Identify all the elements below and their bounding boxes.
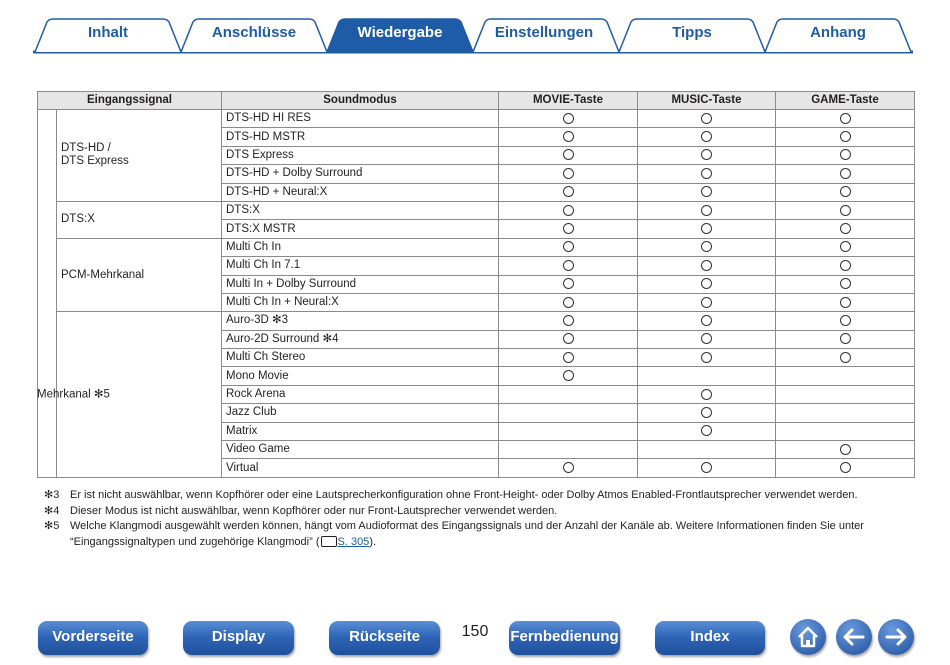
sound-mode-cell: Multi Ch In 7.1 [222,257,499,275]
sound-mode-cell: DTS:X [222,201,499,219]
group-label-cell: DTS:X [57,201,222,238]
music-cell [638,459,776,477]
header-game: GAME-Taste [776,92,915,110]
page-reference-icon [321,536,337,547]
sound-mode-cell: Multi In + Dolby Surround [222,275,499,293]
footnote-4 [44,504,904,520]
available-circle-icon [563,241,574,252]
tab-tipps[interactable]: Tipps [672,24,712,41]
available-circle-icon [701,260,712,271]
sound-mode-cell: DTS-HD MSTR [222,128,499,146]
game-cell [776,441,915,459]
footnote-mark: ✻3 [44,489,60,501]
header-movie: MOVIE-Taste [499,92,638,110]
available-circle-icon [840,352,851,363]
footnote-text: Dieser Modus ist nicht auswählbar, wenn Kopfhörer oder nur Front-Lautsprecher verwendet werden. [70,504,558,517]
sound-mode-cell: DTS-HD HI RES [222,110,499,128]
outer-group-cell [38,110,57,478]
movie-cell [499,330,638,348]
sound-mode-cell: Multi Ch In + Neural:X [222,293,499,311]
movie-cell [499,404,638,422]
available-circle-icon [701,315,712,326]
available-circle-icon [563,315,574,326]
movie-cell [499,257,638,275]
game-cell [776,385,915,403]
arrow-left-icon [836,619,872,655]
available-circle-icon [563,205,574,216]
available-circle-icon [840,297,851,308]
game-cell [776,349,915,367]
movie-cell [499,293,638,311]
movie-cell [499,128,638,146]
available-circle-icon [701,407,712,418]
available-circle-icon [563,131,574,142]
footnote-text [70,519,904,550]
table-row [38,110,915,128]
footnote-mark: ✻4 [44,504,60,517]
index-button[interactable]: Index [655,621,765,655]
available-circle-icon [840,205,851,216]
movie-cell [499,441,638,459]
available-circle-icon [701,168,712,179]
music-cell [638,275,776,293]
game-cell [776,128,915,146]
page-number: 150 [461,623,489,640]
available-circle-icon [701,149,712,160]
available-circle-icon [563,168,574,179]
table-row [38,238,915,256]
music-cell [638,441,776,459]
music-cell [638,367,776,385]
movie-cell [499,201,638,219]
header-music: MUSIC-Taste [638,92,776,110]
footnotes [44,488,904,550]
tab-bar [33,18,913,54]
available-circle-icon [701,333,712,344]
available-circle-icon [701,186,712,197]
sound-mode-cell: DTS:X MSTR [222,220,499,238]
available-circle-icon [701,352,712,363]
available-circle-icon [840,444,851,455]
game-cell [776,220,915,238]
rueckseite-button[interactable]: Rückseite [329,621,440,655]
fernbedienung-button[interactable]: Fernbedienung [509,621,620,655]
music-cell [638,110,776,128]
tab-inhalt[interactable]: Inhalt [88,24,128,41]
game-cell [776,165,915,183]
sound-mode-cell: Mono Movie [222,367,499,385]
group-label-cell: DTS-HD / DTS Express [57,110,222,202]
movie-cell [499,220,638,238]
available-circle-icon [840,260,851,271]
game-cell [776,146,915,164]
movie-cell [499,367,638,385]
available-circle-icon [563,186,574,197]
tab-anschluesse[interactable]: Anschlüsse [211,24,297,41]
music-cell [638,422,776,440]
available-circle-icon [840,186,851,197]
footnote-mark: ✻5 [44,520,60,532]
movie-cell [499,275,638,293]
game-cell [776,257,915,275]
header-eingangssignal: Eingangssignal [38,92,222,110]
available-circle-icon [701,389,712,400]
sound-mode-cell: Virtual [222,459,499,477]
available-circle-icon [701,205,712,216]
game-cell [776,404,915,422]
table-header-row [38,92,915,110]
music-cell [638,330,776,348]
footnote-3 [44,488,904,504]
music-cell [638,293,776,311]
available-circle-icon [563,113,574,124]
movie-cell [499,459,638,477]
available-circle-icon [563,462,574,473]
table-row [38,201,915,219]
sound-mode-cell: DTS Express [222,146,499,164]
game-cell [776,312,915,330]
sound-mode-cell: Jazz Club [222,404,499,422]
sound-mode-cell: DTS-HD + Neural:X [222,183,499,201]
available-circle-icon [840,223,851,234]
music-cell [638,201,776,219]
music-cell [638,385,776,403]
movie-cell [499,183,638,201]
movie-cell [499,349,638,367]
music-cell [638,128,776,146]
available-circle-icon [563,149,574,160]
available-circle-icon [840,149,851,160]
game-cell [776,183,915,201]
available-circle-icon [840,315,851,326]
available-circle-icon [563,223,574,234]
movie-cell [499,146,638,164]
available-circle-icon [701,241,712,252]
back-button[interactable] [836,619,872,655]
vorderseite-button[interactable]: Vorderseite [38,621,148,655]
page-reference-link[interactable]: S. 305 [337,535,370,548]
music-cell [638,349,776,367]
sound-mode-cell: Matrix [222,422,499,440]
available-circle-icon [701,113,712,124]
game-cell [776,201,915,219]
sound-mode-table [37,91,915,478]
music-cell [638,165,776,183]
available-circle-icon [840,241,851,252]
footnote-body: Welche Klangmodi ausgewählt werden können, hängt vom Audioformat des Eingangssignals und der Anzahl der Kanäle ab. Weitere Informationen finden Sie unter “Eingangssignaltypen und zugehörige Klangmodi” ( [70,520,864,548]
footnote-5 [44,519,904,550]
music-cell [638,146,776,164]
game-cell [776,238,915,256]
music-cell [638,220,776,238]
available-circle-icon [701,278,712,289]
movie-cell [499,110,638,128]
footnote-tail: ). [369,535,377,548]
available-circle-icon [563,333,574,344]
game-cell [776,110,915,128]
available-circle-icon [840,131,851,142]
available-circle-icon [563,370,574,381]
sound-mode-cell: Multi Ch Stereo [222,349,499,367]
game-cell [776,293,915,311]
header-soundmodus: Soundmodus [222,92,499,110]
available-circle-icon [840,278,851,289]
sound-mode-cell: Auro-2D Surround ✻4 [222,330,499,348]
available-circle-icon [840,462,851,473]
available-circle-icon [840,168,851,179]
music-cell [638,257,776,275]
tab-shapes [33,18,913,54]
music-cell [638,238,776,256]
home-button[interactable] [790,619,826,655]
game-cell [776,459,915,477]
music-cell [638,312,776,330]
tab-anhang[interactable]: Anhang [810,24,866,41]
sound-mode-cell: Multi Ch In [222,238,499,256]
footnote-text: Er ist nicht auswählbar, wenn Kopfhörer oder eine Lautsprecherkonfiguration ohne Front-Height- oder Dolby Atmos Enabled-Frontlautsprecher verwendet werden. [70,489,858,501]
available-circle-icon [563,352,574,363]
group-label-cell [37,312,222,478]
outer-group-label: Mehrkanal ✻5 [37,388,110,401]
movie-cell [499,312,638,330]
movie-cell [499,385,638,403]
sound-mode-cell: Rock Arena [222,385,499,403]
music-cell [638,404,776,422]
game-cell [776,422,915,440]
available-circle-icon [701,131,712,142]
tab-einstellungen[interactable]: Einstellungen [494,24,594,41]
music-cell [638,183,776,201]
available-circle-icon [701,425,712,436]
display-button[interactable]: Display [183,621,294,655]
home-icon [790,619,826,655]
sound-mode-cell: Auro-3D ✻3 [222,312,499,330]
movie-cell [499,238,638,256]
game-cell [776,330,915,348]
game-cell [776,367,915,385]
sound-mode-cell: DTS-HD + Dolby Surround [222,165,499,183]
available-circle-icon [701,462,712,473]
forward-button[interactable] [878,619,914,655]
game-cell [776,275,915,293]
available-circle-icon [840,333,851,344]
available-circle-icon [840,113,851,124]
tab-wiedergabe[interactable]: Wiedergabe [357,24,443,41]
available-circle-icon [563,297,574,308]
movie-cell [499,165,638,183]
group-label-cell: PCM-Mehrkanal [57,238,222,312]
table-row [38,312,915,330]
movie-cell [499,422,638,440]
available-circle-icon [563,260,574,271]
available-circle-icon [563,278,574,289]
sound-mode-cell: Video Game [222,441,499,459]
arrow-right-icon [878,619,914,655]
available-circle-icon [701,297,712,308]
available-circle-icon [701,223,712,234]
